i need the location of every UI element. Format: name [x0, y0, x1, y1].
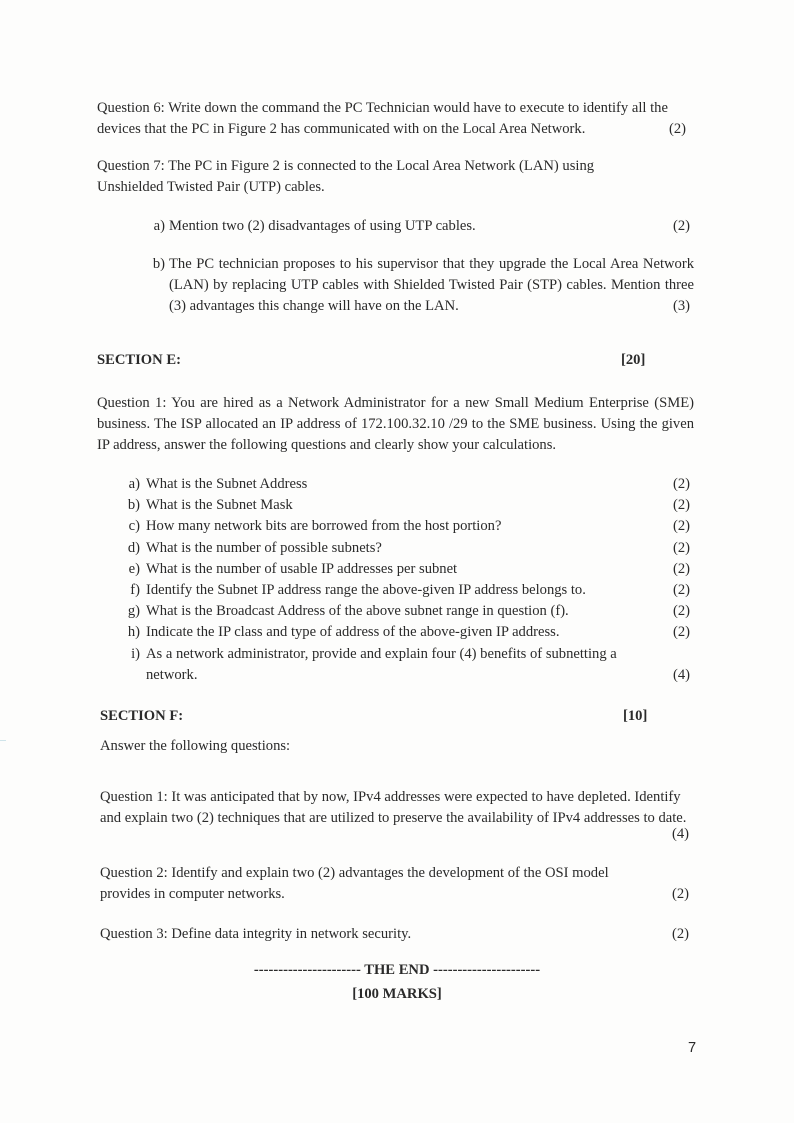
subquestion-label: c) — [128, 518, 140, 535]
question-7a-label: a) — [153, 218, 165, 234]
section-f-question-2: Question 2: Identify and explain two (2) advantages the development of the OSI model provides in computer networks. — [100, 865, 609, 902]
section-f-title: SECTION F: — [100, 708, 184, 724]
scan-mark — [0, 740, 6, 741]
section-e-subquestion — [118, 495, 690, 516]
total-marks: [100 MARKS] — [352, 986, 442, 1002]
subquestion-label: b) — [127, 497, 140, 514]
page-number: 7 — [688, 1040, 697, 1056]
subquestion-mark: (2) — [672, 476, 690, 492]
section-f-question-3: Question 3: Define data integrity in network security. — [100, 926, 412, 942]
subquestion-label: h) — [127, 624, 140, 641]
subquestion-text: Identify the Subnet IP address range the above-given IP address belongs to. — [146, 582, 586, 599]
question-7a-mark: (2) — [672, 218, 690, 234]
question-6-text: Question 6: Write down the command the PC Technician would have to execute to identify all the devices that the PC in Figure 2 has communicated with on the Local Area Network. — [97, 100, 668, 137]
subquestion-label: f) — [130, 582, 140, 599]
section-e-question-1: Question 1: You are hired as a Network Administrator for a new Small Medium Enterprise (SME) business. The ISP allocated an IP address of 172.100.32.10 /29 to the SME business. Using the given IP address, answer the following questions and clearly show your calculations. — [97, 395, 694, 453]
subquestion-text: What is the Broadcast Address of the above subnet range in question (f). — [146, 603, 569, 620]
the-end-line: ---------------------- THE END ---------------------- — [253, 962, 541, 978]
subquestion-text: What is the number of usable IP addresses per subnet — [146, 560, 458, 577]
subquestion-mark: (2) — [672, 539, 690, 556]
subquestion-mark: (2) — [672, 582, 690, 599]
subquestion-mark: (4) — [672, 666, 690, 683]
section-e-subquestion — [118, 580, 690, 601]
question-6 — [97, 98, 693, 140]
question-7: Question 7: The PC in Figure 2 is connected to the Local Area Network (LAN) using Unshielded Twisted Pair (UTP) cables. — [97, 158, 595, 195]
question-7b-mark: (3) — [672, 298, 690, 314]
section-e-subquestion — [118, 538, 690, 559]
question-7b-label: b) — [152, 256, 165, 272]
subquestion-text: What is the Subnet Address — [146, 476, 308, 492]
section-e-subquestions — [118, 474, 690, 686]
section-f-question-2-mark: (2) — [671, 886, 689, 902]
subquestion-mark: (2) — [672, 518, 690, 535]
subquestion-mark: (2) — [672, 560, 690, 577]
section-e-marks: [20] — [621, 352, 646, 368]
subquestion-text: What is the number of possible subnets? — [146, 539, 382, 556]
subquestion-text: What is the Subnet Mask — [146, 497, 293, 514]
subquestion-text: Indicate the IP class and type of address of the above-given IP address. — [146, 624, 560, 641]
section-e-subquestion — [118, 644, 690, 686]
subquestion-label: g) — [127, 603, 140, 620]
section-e-subquestion — [118, 516, 690, 537]
subquestion-label: e) — [128, 560, 140, 577]
question-7a-text: Mention two (2) disadvantages of using UTP cables. — [169, 218, 476, 234]
section-e-title: SECTION E: — [97, 352, 181, 368]
subquestion-text: As a network administrator, provide and explain four (4) benefits of subnetting a network. — [146, 645, 617, 683]
question-6-mark: (2) — [668, 121, 686, 137]
section-e-subquestion — [118, 601, 690, 622]
subquestion-label: a) — [128, 476, 140, 492]
question-7b-text: The PC technician proposes to his supervisor that they upgrade the Local Area Network (LAN) by replacing UTP cables with Shielded Twisted Pair (STP) cables. Mention three (3) advantages this change will have on the LAN. — [169, 256, 694, 314]
subquestion-label: d) — [127, 539, 140, 556]
section-e-subquestion — [118, 474, 690, 495]
section-f-question-1-mark: (4) — [671, 826, 689, 842]
subquestion-text: How many network bits are borrowed from the host portion? — [146, 518, 502, 535]
section-f-marks: [10] — [623, 708, 648, 724]
subquestion-label: i) — [131, 645, 140, 662]
subquestion-mark: (2) — [672, 624, 690, 641]
subquestion-mark: (2) — [672, 497, 690, 514]
section-f-question-1: Question 1: It was anticipated that by now, IPv4 addresses were expected to have depleted. Identify and explain two (2) techniques that are utilized to preserve the availability of IPv4 addresses to date. — [100, 789, 687, 826]
subquestion-mark: (2) — [672, 603, 690, 620]
section-f-intro: Answer the following questions: — [100, 738, 291, 754]
section-e-subquestion — [118, 622, 690, 643]
section-f-question-3-mark: (2) — [671, 926, 689, 942]
section-e-subquestion — [118, 559, 690, 580]
